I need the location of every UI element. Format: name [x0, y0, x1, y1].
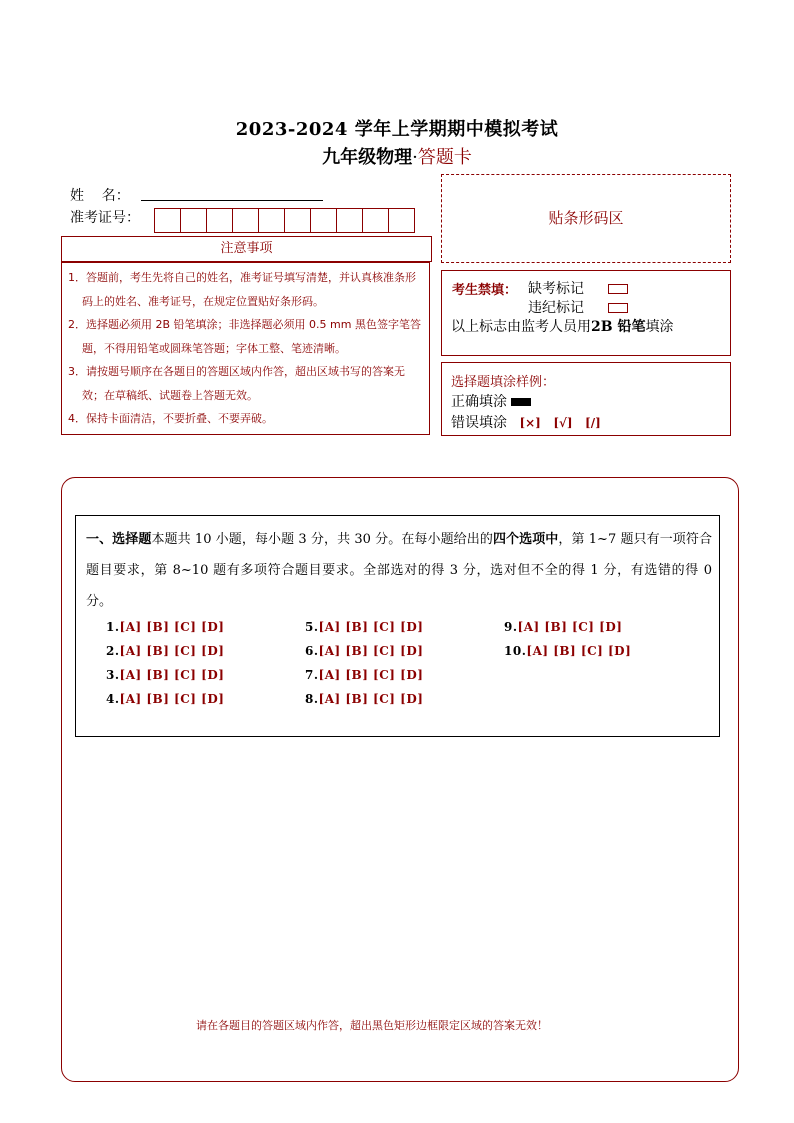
question-options[interactable]: [A] [B] [C] [D] [318, 644, 424, 658]
id-number-boxes[interactable] [154, 208, 414, 233]
absent-mark-box[interactable] [608, 284, 628, 294]
section1-text-rest: ，第 1~7 题只有一项符合题目要求，第 8~10 题有多项符合题目要求。全部选对的得 3 分，选对但不全的得 1 分，有选错的得 0 分。 [86, 532, 712, 609]
id-digit-box[interactable] [310, 208, 337, 233]
id-label: 准考证号： [70, 210, 140, 226]
id-digit-box[interactable] [388, 208, 415, 233]
question-number: 8. [305, 692, 319, 706]
question-2[interactable] [106, 644, 224, 658]
violation-mark-box[interactable] [608, 303, 628, 313]
question-4[interactable] [106, 692, 224, 706]
id-digit-box[interactable] [206, 208, 233, 233]
wrong-mark-slash: [/] [585, 416, 601, 430]
question-10[interactable] [504, 644, 631, 658]
answer-card-label: 答题卡 [417, 147, 472, 168]
question-number: 1. [106, 620, 120, 634]
name-field[interactable] [141, 200, 323, 201]
question-options[interactable]: [A] [B] [C] [D] [318, 668, 424, 682]
question-6[interactable] [305, 644, 423, 658]
question-9[interactable] [504, 620, 622, 634]
id-digit-box[interactable] [258, 208, 285, 233]
question-number: 5. [305, 620, 319, 634]
wrong-fill-label: 错误填涂 [451, 415, 507, 431]
notice-item: 2．选择题必须用 2B 铅笔填涂；非选择题必须用 0.5 mm 黑色签字笔答题，不得用铅笔或圆珠笔答题；字体工整、笔迹清晰。 [68, 318, 421, 355]
section1-emphasis: 四个选项中 [492, 532, 559, 547]
id-digit-box[interactable] [180, 208, 207, 233]
absent-mark-row [528, 278, 628, 298]
wrong-mark-cross: [×] [519, 416, 541, 430]
answer-area-warning: 请在各题目的答题区域内作答，超出黑色矩形边框限定区域的答案无效！ [196, 1019, 548, 1032]
question-7[interactable] [305, 668, 423, 682]
question-options[interactable]: [A] [B] [C] [D] [119, 668, 225, 682]
examiner-note [451, 316, 673, 336]
examiner-only-box [441, 270, 731, 356]
question-number: 6. [305, 644, 319, 658]
name-label: 姓 名： [70, 188, 130, 204]
fill-sample-box [441, 362, 731, 436]
section1-instructions [86, 524, 712, 617]
question-number: 7. [305, 668, 319, 682]
id-digit-box[interactable] [154, 208, 181, 233]
notice-item: 4．保持卡面清洁，不要折叠、不要弄破。 [68, 412, 273, 425]
subject-label: 九年级物理 [322, 147, 413, 168]
question-number: 9. [504, 620, 518, 634]
question-3[interactable] [106, 668, 224, 682]
notice-item: 1．答题前，考生先将自己的姓名，准考证号填写清楚，并认真核准条形码上的姓名、准考证号，在规定位置贴好条形码。 [68, 271, 416, 308]
notice-item: 3．请按题号顺序在各题目的答题区域内作答，超出区域书写的答案无效；在草稿纸、试题卷上答题无效。 [68, 365, 405, 402]
question-options[interactable]: [A] [B] [C] [D] [526, 644, 632, 658]
card-subtitle [0, 143, 794, 169]
id-digit-box[interactable] [362, 208, 389, 233]
question-number: 2. [106, 644, 120, 658]
examiner-note-prefix: 以上标志由监考人员用 [451, 319, 591, 335]
barcode-label: 贴条形码区 [548, 209, 624, 227]
section1-text: 本题共 10 小题，每小题 3 分，共 30 分。在每小题给出的 [151, 532, 493, 547]
question-options[interactable]: [A] [B] [C] [D] [517, 620, 623, 634]
examiner-note-suffix: 填涂 [645, 319, 674, 335]
section1-heading: 一、选择题 [86, 532, 152, 547]
correct-fill-label: 正确填涂 [451, 394, 507, 410]
question-options[interactable]: [A] [B] [C] [D] [119, 692, 225, 706]
notice-list [61, 262, 430, 435]
question-8[interactable] [305, 692, 423, 706]
wrong-fill-row [451, 412, 601, 432]
barcode-area[interactable] [441, 174, 731, 263]
question-options[interactable]: [A] [B] [C] [D] [119, 620, 225, 634]
id-digit-box[interactable] [284, 208, 311, 233]
examiner-note-pencil: 2B 铅笔 [591, 319, 646, 335]
question-options[interactable]: [A] [B] [C] [D] [119, 644, 225, 658]
question-1[interactable] [106, 620, 224, 634]
absent-mark-label: 缺考标记 [528, 281, 584, 297]
question-number: 3. [106, 668, 120, 682]
correct-fill-row [451, 391, 531, 411]
title-separator: · [412, 147, 418, 168]
id-digit-box[interactable] [232, 208, 259, 233]
question-options[interactable]: [A] [B] [C] [D] [318, 692, 424, 706]
fill-sample-title: 选择题填涂样例： [451, 375, 556, 390]
id-digit-box[interactable] [336, 208, 363, 233]
question-number: 4. [106, 692, 120, 706]
question-5[interactable] [305, 620, 423, 634]
filled-bubble-sample [511, 398, 531, 406]
violation-mark-row [528, 297, 628, 317]
question-options[interactable]: [A] [B] [C] [D] [318, 620, 424, 634]
notice-title: 注意事项 [61, 236, 432, 262]
exam-title: 2023-2024 学年上学期期中模拟考试 [235, 119, 559, 140]
examiner-only-title: 考生禁填： [452, 283, 518, 298]
question-number: 10. [504, 644, 527, 658]
violation-mark-label: 违纪标记 [528, 300, 584, 316]
wrong-mark-check: [√] [553, 416, 573, 430]
